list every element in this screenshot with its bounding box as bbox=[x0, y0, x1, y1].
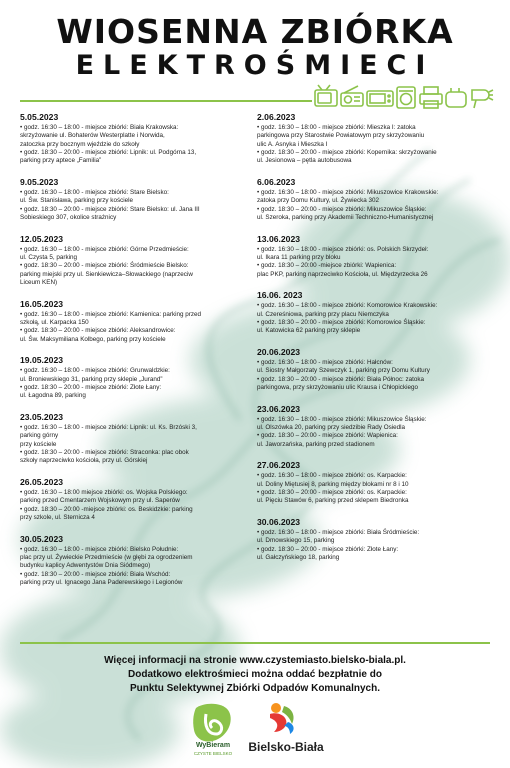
schedule-entry bbox=[20, 299, 252, 344]
schedule-date: 30.06.2023 bbox=[257, 517, 301, 528]
schedule-line: szkoły naprzeciwko kościoła, przy ul. Górskiej bbox=[20, 457, 148, 465]
schedule-line: • godz. 16:30 – 18:00 - miejsce zbiórki: Bielsko Południe: bbox=[20, 545, 179, 553]
schedule-entry bbox=[20, 534, 252, 587]
tv-icon bbox=[315, 85, 337, 106]
schedule-line: • godz. 16:30 – 18:00 - miejsce zbiórki: Kamienica: parking przed bbox=[20, 310, 202, 318]
schedule-line: • godz. 16:30 – 18:00 - miejsce zbiórki: os. Polskich Skrzydeł: bbox=[257, 245, 429, 253]
schedule-date: 23.05.2023 bbox=[20, 412, 64, 423]
poster-title-line2: ELEKTROŚMIECI bbox=[75, 50, 435, 81]
schedule-line: • godz. 18:30 – 20:00 - miejsce zbiórki: Złote Łany: bbox=[20, 383, 162, 391]
schedule-entry bbox=[20, 355, 252, 400]
schedule-line: parking przy ul. Ignacego Jana Paderewskiego i Legionów bbox=[20, 578, 183, 586]
footer-line-website: Więcej informacji na stronie www.czystemiasto.bielsko-biala.pl. bbox=[104, 655, 406, 666]
schedule-column-right bbox=[257, 112, 497, 574]
schedule-date: 16.06. 2023 bbox=[257, 290, 303, 301]
schedule-entry bbox=[257, 112, 497, 165]
schedule-line: skrzyżowanie ul. Bohaterów Westerplatte i Norwida, bbox=[20, 132, 165, 140]
schedule-line: plac przy ul. Żywieckie Przedmieście (w głębi za ogrodzeniem bbox=[20, 554, 193, 561]
schedule-line: ul. Łagodna 89, parking bbox=[20, 392, 86, 400]
poster-title-line1: WIOSENNA ZBIÓRKA bbox=[56, 12, 454, 51]
schedule-line: przy kościele bbox=[20, 440, 57, 448]
schedule-entry bbox=[20, 234, 252, 287]
schedule-entry bbox=[257, 347, 497, 392]
wybieram-logo-subtext: CZYSTE BIELSKO bbox=[193, 751, 233, 756]
footer-line-collection-point: Punktu Selektywnej Zbiórki Odpadów Komunalnych. bbox=[129, 683, 381, 694]
schedule-line: • godz. 18:30 – 20:00 - miejsce zbiórki: Lipnik: ul. Podgórna 13, bbox=[20, 148, 197, 156]
schedule-line: • godz. 18:30 – 20:00 - miejsce zbiórki: Biała Północ: zatoka bbox=[257, 375, 425, 383]
schedule-line: ul. Czysta 5, parking bbox=[20, 253, 78, 261]
schedule-entry bbox=[20, 477, 252, 522]
schedule-column-left bbox=[20, 112, 252, 599]
footer-info bbox=[0, 654, 510, 696]
schedule-line: parking miejski przy ul. Sienkiewicza–Słowackiego (naprzeciw bbox=[20, 270, 193, 278]
schedule-date: 13.06.2023 bbox=[257, 233, 301, 244]
schedule-line: • godz. 18:30 – 20:00 - miejsce zbiórki: Biała Wschód: bbox=[20, 570, 171, 578]
radio-icon bbox=[341, 86, 363, 106]
schedule-line: ul. Czereśniowa, parking przy placu Niemczyka bbox=[257, 310, 389, 318]
schedule-line: • godz. 18:30 – 20:00 - miejsce zbiórki: Straconka: plac obok bbox=[20, 448, 189, 456]
schedule-date: 6.06.2023 bbox=[257, 176, 296, 187]
schedule-date: 16.05.2023 bbox=[20, 298, 64, 309]
schedule-line: • godz. 18:30 – 20:00 - miejsce zbiórki: os. Karpackie: bbox=[257, 489, 407, 497]
schedule-line: ul. Katowicka 62 parking przy sklepie bbox=[257, 327, 361, 335]
toaster-icon bbox=[446, 88, 466, 107]
wybieram-logo-text: WyBieram bbox=[195, 742, 231, 749]
schedule-line: budynku kaplicy Adwentystów Dnia Siódmego) bbox=[20, 562, 151, 570]
schedule-line: • godz. 16:30 – 18:00 - miejsce zbiórki: Stare Bielsko: bbox=[20, 188, 169, 196]
schedule-line: zatoczka przy bocznym wjeździe do szkoły bbox=[20, 140, 140, 148]
schedule-line: ul. Św. Maksymiliana Kolbego, parking przy kościele bbox=[20, 335, 166, 343]
schedule-line: ul. Jaworzańska, parking przed stadionem bbox=[257, 440, 375, 448]
schedule-line: Sobieskiego 307, okolice strażnicy bbox=[20, 213, 117, 221]
schedule-line: • godz. 18:30 – 20:00 -miejsce zbiórki: Wapienica: bbox=[257, 262, 397, 270]
schedule-date: 19.05.2023 bbox=[20, 355, 64, 366]
bielsko-biala-logo bbox=[262, 700, 302, 736]
schedule-line: ul. Siostry Małgorzaty Szewczyk 1, parking przy Domu Kultury bbox=[257, 367, 430, 375]
schedule-line: ul. Szeroka, parking przy Akademii Techniczno-Humanistycznej bbox=[257, 213, 434, 221]
schedule-entry bbox=[20, 112, 252, 165]
schedule-date: 12.05.2023 bbox=[20, 233, 64, 244]
schedule-entry bbox=[257, 290, 497, 335]
schedule-line: szkołą, ul. Karpacka 150 bbox=[20, 318, 89, 326]
schedule-line: • godz. 16:30 – 18:00 - miejsce zbiórki: Mieszka I: zatoka bbox=[257, 124, 416, 131]
schedule-date: 26.05.2023 bbox=[20, 477, 64, 488]
schedule-line: ul. Pięciu Stawów 6, parking przed sklepem Biedronka bbox=[257, 497, 409, 505]
schedule-line: • godz. 16:30 – 18:00 - miejsce zbiórki: Mikuszowice Śląskie: bbox=[257, 415, 427, 423]
schedule-line: zatoka przy Domu Kultury, ul. Żywiecka 302 bbox=[257, 197, 380, 205]
footer-line-additional: Dodatkowo elektrośmieci można oddać bezpłatnie do bbox=[128, 669, 382, 680]
schedule-date: 2.06.2023 bbox=[257, 112, 296, 122]
footer-divider bbox=[20, 642, 490, 644]
schedule-line: • godz. 16:30 – 18:00 - miejsce zbiórki: Biała Krakowska: bbox=[20, 124, 179, 131]
schedule-date: 9.05.2023 bbox=[20, 176, 59, 187]
hair-dryer-icon bbox=[472, 90, 493, 108]
schedule-line: plac PKP, parking naprzeciwko Kościoła, ul. Międzyrzecka 26 bbox=[257, 270, 428, 278]
schedule-date: 27.06.2023 bbox=[257, 460, 301, 471]
schedule-line: • godz. 18:30 – 20:00 - miejsce zbiórki: Mikuszowice Śląskie: bbox=[257, 205, 427, 213]
schedule-entry bbox=[20, 412, 252, 465]
schedule-line: ul. Olszówka 20, parking przy siedzibie Rady Osiedla bbox=[257, 424, 406, 432]
schedule-line: ul. Dmowskiego 15, parking bbox=[257, 537, 335, 545]
schedule-line: ul. Św. Stanisława, parking przy kościele bbox=[20, 197, 134, 205]
schedule-line: parking przy aptece „Familia” bbox=[20, 157, 102, 165]
schedule-line: ul. Gałczyńskiego 18, parking bbox=[257, 554, 340, 561]
schedule-line: • godz. 16:30 – 18:00 - miejsce zbiórki: Hałcnów: bbox=[257, 359, 393, 367]
schedule-date: 5.05.2023 bbox=[20, 112, 59, 122]
washing-machine-icon bbox=[397, 87, 415, 108]
schedule-line: • godz. 16:30 – 18:00 - miejsce zbiórki: Komorowice Krakowskie: bbox=[257, 302, 438, 310]
schedule-entry bbox=[257, 517, 497, 562]
schedule-line: • godz. 16:30 – 18:00 - miejsce zbiórki: Lipnik: ul. Ks. Brzóski 3, bbox=[20, 424, 197, 432]
schedule-line: ul. Broniewskiego 31, parking przy sklepie „Jurand” bbox=[20, 375, 163, 383]
schedule-line: • godz. 18:30 – 20:00 - miejsce zbiórki: Śródmieście Bielsko: bbox=[20, 262, 189, 270]
schedule-entry bbox=[257, 404, 497, 449]
schedule-line: • godz. 18:30 – 20:00 - miejsce zbiórki: Stare Bielsko: ul. Jana III bbox=[20, 205, 200, 213]
schedule-date: 23.06.2023 bbox=[257, 403, 301, 414]
schedule-line: parkingowa przy Starostwie Powiatowym przy skrzyżowaniu bbox=[257, 132, 425, 140]
schedule-line: • godz. 16:30 – 18:00 - miejsce zbiórki: Mikuszowice Krakowskie: bbox=[257, 188, 439, 196]
title-divider bbox=[20, 100, 312, 102]
wybieram-logo bbox=[186, 700, 240, 758]
schedule-line: przy szkole, ul. Sternicza 4 bbox=[20, 513, 95, 521]
schedule-line: parkingowa, przy skrzyżowaniu ulic Krausa i Chłopickiego bbox=[257, 383, 418, 391]
schedule-line: ulic A. Asnyka i Mieszka I bbox=[257, 140, 328, 148]
schedule-line: • godz. 16:30 – 18:00 - miejsce zbiórki: Grunwaldzkie: bbox=[20, 367, 170, 375]
schedule-line: • godz. 16:30 – 18:00 - miejsce zbiórki: Górne Przedmieście: bbox=[20, 245, 189, 253]
appliances-illustration bbox=[314, 84, 494, 110]
schedule-line: ul. Jesionowa – pętla autobusowa bbox=[257, 157, 352, 165]
schedule-entry bbox=[257, 177, 497, 222]
schedule-line: ul. Doliny Miętusiej 8, parking między blokami nr 8 i 10 bbox=[257, 480, 409, 488]
schedule-line: • godz. 18:30 – 20:00 - miejsce zbiórki: Kopernika: skrzyżowanie bbox=[257, 148, 437, 156]
printer-icon bbox=[420, 87, 442, 108]
schedule-line: • godz. 18:30 – 20:00 -miejsce zbiórki: os. Beskidzkie: parking bbox=[20, 505, 193, 513]
schedule-entry bbox=[257, 460, 497, 505]
schedule-line: • godz. 16:30 – 18:00 - miejsce zbiórki: os. Karpackie: bbox=[257, 472, 407, 480]
schedule-date: 30.05.2023 bbox=[20, 533, 64, 544]
schedule-line: • godz. 16:30 – 18:00 - miejsce zbiórki: Biała Śródmieście: bbox=[257, 529, 420, 537]
schedule-entry bbox=[20, 177, 252, 222]
schedule-line: • godz. 18:30 – 20:00 - miejsce zbiórki: Wapienica: bbox=[257, 432, 398, 440]
bielsko-biala-logo-text: Bielsko-Biała bbox=[248, 740, 324, 754]
schedule-line: parking górny bbox=[20, 432, 59, 440]
schedule-line: • godz. 18:30 – 20:00 - miejsce zbiórki: Złote Łany: bbox=[257, 545, 399, 553]
schedule-entry bbox=[257, 234, 497, 279]
microwave-icon bbox=[367, 91, 393, 106]
schedule-line: Liceum KEN) bbox=[20, 278, 58, 286]
schedule-line: • godz. 18:30 – 20:00 - miejsce zbiórki: Aleksandrowice: bbox=[20, 327, 176, 335]
schedule-line: parking przed Cmentarzem Wojskowym przy ul. Saperów bbox=[20, 497, 180, 505]
schedule-date: 20.06.2023 bbox=[257, 347, 301, 358]
schedule-line: • godz. 16:30 – 18:00 miejsce zbiórki: os. Wojska Polskiego: bbox=[20, 489, 188, 497]
schedule-line: • godz. 18:30 – 20:00 - miejsce zbiórki: Komorowice Śląskie: bbox=[257, 318, 426, 326]
schedule-line: ul. Ikara 11 parking przy bloku bbox=[257, 253, 341, 261]
